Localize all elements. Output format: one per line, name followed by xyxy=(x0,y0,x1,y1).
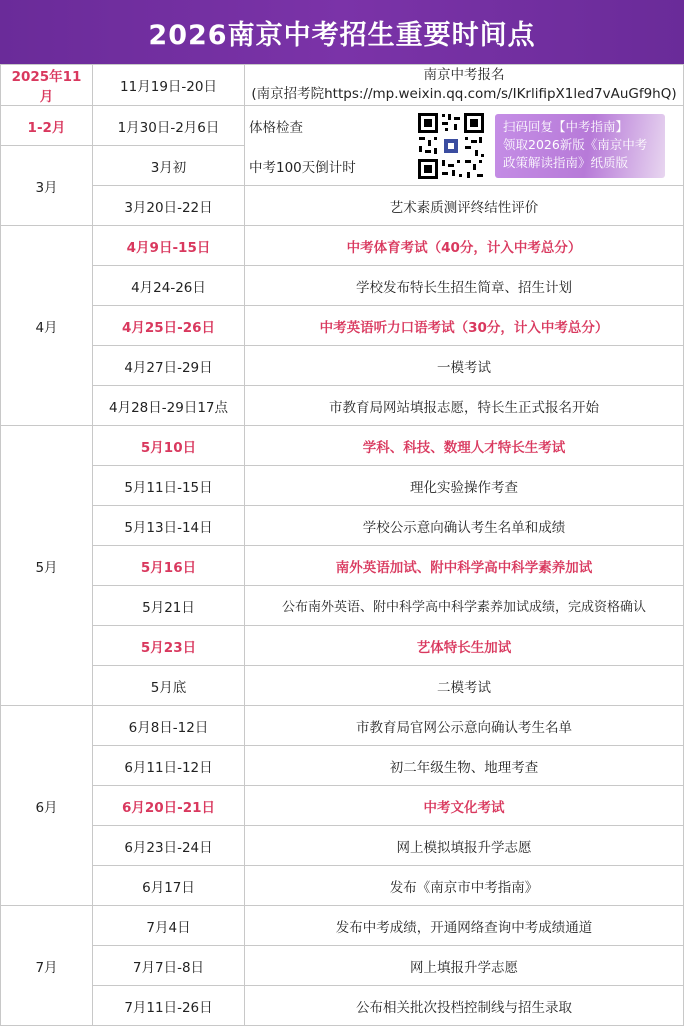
event-cell: 网上模拟填报升学志愿 xyxy=(245,826,684,866)
event-cell: 发布中考成绩，开通网络查询中考成绩通道 xyxy=(245,906,684,946)
event-cell: 学科、科技、数理人才特长生考试 xyxy=(245,426,684,466)
date-cell: 5月21日 xyxy=(93,586,245,626)
table-row xyxy=(1,866,684,906)
date-cell: 4月25日-26日 xyxy=(93,306,245,346)
event-cell: 一模考试 xyxy=(245,346,684,386)
month-cell: 6月 xyxy=(1,706,93,906)
date-cell: 4月24-26日 xyxy=(93,266,245,306)
date-cell: 4月9日-15日 xyxy=(93,226,245,266)
event-cell: 二模考试 xyxy=(245,666,684,706)
date-cell: 4月28日-29日17点 xyxy=(93,386,245,426)
event-cell: 中考英语听力口语考试（30分，计入中考总分） xyxy=(245,306,684,346)
event-cell: 艺体特长生加试 xyxy=(245,626,684,666)
month-cell: 3月 xyxy=(1,146,93,226)
table-row xyxy=(1,106,684,146)
date-cell: 6月11日-12日 xyxy=(93,746,245,786)
table-row xyxy=(1,266,684,306)
date-cell: 1月30日-2月6日 xyxy=(93,106,245,146)
table-row xyxy=(1,786,684,826)
month-cell: 7月 xyxy=(1,906,93,1026)
table-row xyxy=(1,466,684,506)
event-cell: 学校公示意向确认考生名单和成绩 xyxy=(245,506,684,546)
event-cell: 学校发布特长生招生简章、招生计划 xyxy=(245,266,684,306)
event-cell: 理化实验操作考查 xyxy=(245,466,684,506)
event-cell: 南外英语加试、附中科学高中科学素养加试 xyxy=(245,546,684,586)
month-cell: 4月 xyxy=(1,226,93,426)
date-cell: 6月8日-12日 xyxy=(93,706,245,746)
schedule-table xyxy=(0,64,684,1026)
date-cell: 7月7日-8日 xyxy=(93,946,245,986)
event-text: 中考100天倒计时 xyxy=(249,159,356,176)
table-row xyxy=(1,906,684,946)
table-row xyxy=(1,306,684,346)
table-row xyxy=(1,65,684,106)
event-cell: 网上填报升学志愿 xyxy=(245,946,684,986)
table-row xyxy=(1,386,684,426)
date-cell: 5月23日 xyxy=(93,626,245,666)
date-cell: 3月初 xyxy=(93,146,245,186)
event-cell: 初二年级生物、地理考查 xyxy=(245,746,684,786)
qr-code-icon[interactable] xyxy=(415,110,487,182)
promo-line: 扫码回复【中考指南】 xyxy=(503,119,629,134)
date-cell: 6月17日 xyxy=(93,866,245,906)
event-cell: 市教育局官网公示意向确认考生名单 xyxy=(245,706,684,746)
event-cell xyxy=(245,65,684,106)
table-row xyxy=(1,546,684,586)
date-cell: 11月19日-20日 xyxy=(93,65,245,106)
date-cell: 7月11日-26日 xyxy=(93,986,245,1026)
date-cell: 7月4日 xyxy=(93,906,245,946)
promo-line: 政策解读指南》纸质版 xyxy=(503,155,629,170)
date-cell: 5月10日 xyxy=(93,426,245,466)
event-cell: 公布相关批次投档控制线与招生录取 xyxy=(245,986,684,1026)
promo-banner[interactable] xyxy=(495,114,665,178)
event-text: 体格检查 xyxy=(249,119,303,136)
table-row xyxy=(1,186,684,226)
table-row xyxy=(1,346,684,386)
month-cell: 1-2月 xyxy=(1,106,93,146)
month-cell: 5月 xyxy=(1,426,93,706)
event-cell: 中考文化考试 xyxy=(245,786,684,826)
month-cell: 2025年11月 xyxy=(1,65,93,106)
table-row xyxy=(1,986,684,1026)
table-row xyxy=(1,826,684,866)
table-row xyxy=(1,946,684,986)
table-row xyxy=(1,626,684,666)
date-cell: 5月16日 xyxy=(93,546,245,586)
date-cell: 5月13日-14日 xyxy=(93,506,245,546)
event-cell: 中考体育考试（40分，计入中考总分） xyxy=(245,226,684,266)
date-cell: 6月23日-24日 xyxy=(93,826,245,866)
date-cell: 4月27日-29日 xyxy=(93,346,245,386)
promo-line: 领取2026新版《南京中考 xyxy=(503,137,648,152)
event-cell: 公布南外英语、附中科学高中科学素养加试成绩，完成资格确认 xyxy=(245,586,684,626)
event-cell: 市教育局网站填报志愿，特长生正式报名开始 xyxy=(245,386,684,426)
event-text: 南京中考报名 xyxy=(423,67,505,83)
table-row xyxy=(1,586,684,626)
event-cell: 发布《南京市中考指南》 xyxy=(245,866,684,906)
event-cell: 艺术素质测评终结性评价 xyxy=(245,186,684,226)
date-cell: 3月20日-22日 xyxy=(93,186,245,226)
table-row xyxy=(1,746,684,786)
registration-link[interactable]: (南京招考院https://mp.weixin.qq.com/s/IKrlifipX1led7vAuGf9hQ) xyxy=(251,86,677,102)
date-cell: 6月20日-21日 xyxy=(93,786,245,826)
event-cell-with-promo xyxy=(245,106,684,186)
qr-code-graphic xyxy=(415,110,487,182)
date-cell: 5月11日-15日 xyxy=(93,466,245,506)
date-cell: 5月底 xyxy=(93,666,245,706)
table-row xyxy=(1,226,684,266)
table-row xyxy=(1,506,684,546)
table-row xyxy=(1,666,684,706)
table-row xyxy=(1,426,684,466)
page-title: 2026南京中考招生重要时间点 xyxy=(0,0,684,64)
table-row xyxy=(1,706,684,746)
